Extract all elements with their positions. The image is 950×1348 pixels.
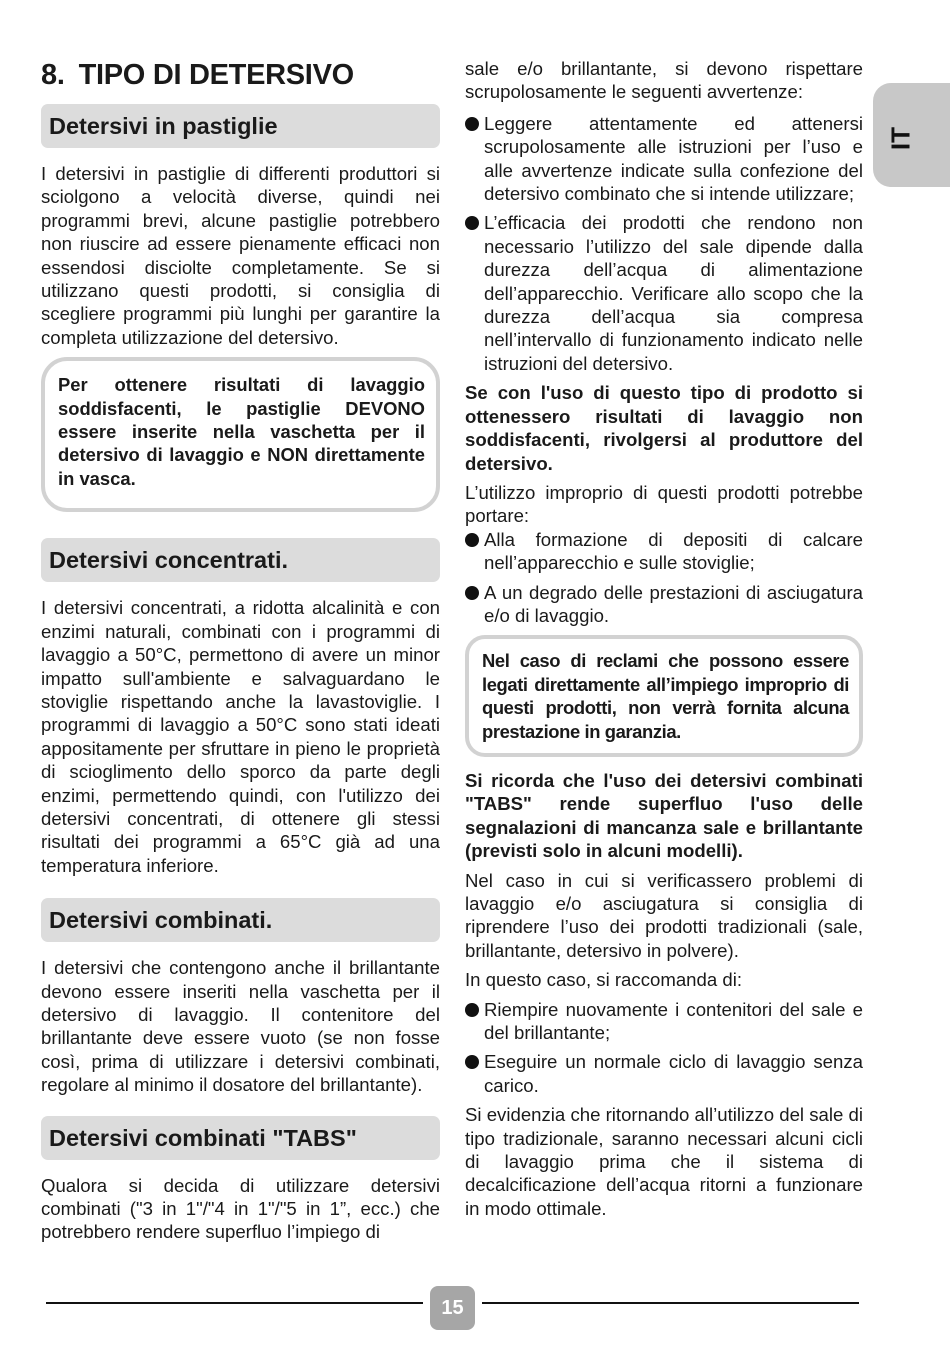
list-item: L’efficacia dei prodotti che rendono non necessario l’utilizzo del sale dipende dalla durezza dell’acqua di alimentazione dell’apparecchio. Verificare allo scopo che la durezza dell’acqua sia compresa nell’intervallo di funzionamento indicato nelle istruzioni del detersivo.: [465, 211, 863, 375]
list-item: Alla formazione di depositi di calcare nell’apparecchio e sulle stoviglie;: [465, 528, 863, 575]
page-number: 15: [430, 1286, 475, 1330]
warnings-list: [465, 112, 863, 375]
paragraph-closing: Si evidenzia che ritornando all’utilizzo del sale di tipo tradizionale, saranno necessari alcuni cicli di lavaggio prima che il sistema di decalcificazione dell’acqua ritorni a funzionare in modo ottimale.: [465, 1104, 863, 1219]
heading-combinati: Detersivi combinati.: [41, 898, 440, 942]
paragraph-concentrati: I detersivi concentrati, a ridotta alcalinità e con enzimi naturali, combinati con i programmi di lavaggio a 50°C, permettono di avere un minor impatto sull'ambiente e salvaguardano le stoviglie rispettando anche la lavastoviglie. I programmi di lavaggio a 50°C sono stati ideati appositamente per sfruttare in pieno le proprietà di scioglimento dello sporco da parte degli enzimi, permettendo quindi, con l'utilizzo dei detersivi concentrati, di ottenere gli stessi risultati dei programmi a 65°C già ad una temperatura inferiore.: [41, 597, 440, 876]
paragraph-producer-warning: Se con l'uso di questo tipo di prodotto si ottenessero risultati di lavaggio non soddisfacenti, rivolgersi al produttore del detersivo.: [465, 382, 863, 474]
language-label: IT: [885, 126, 916, 151]
note-warranty: [465, 635, 863, 757]
paragraph-tabs-reminder: Si ricorda che l'uso dei detersivi combinati "TABS" rende superfluo l'uso delle segnalazioni di mancanza sale e brillantante (previsti solo in alcuni modelli).: [465, 769, 863, 862]
misuse-list: [465, 528, 863, 628]
paragraph-tabs: Qualora si decida di utilizzare detersivi combinati ("3 in 1"/"4 in 1"/"5 in 1”, ecc.) che potrebbero rendere superfluo l’impiego di: [41, 1174, 440, 1243]
paragraph-combinati: I detersivi che contengono anche il brillantante devono essere inseriti nella vaschetta per il detersivo di lavaggio. Il contenitore del brillantante deve essere vuoto (se non fosse così, prima di utilizzare i detersivi combinati, regolare al minimo il dosatore del brillantante).: [41, 957, 440, 1096]
heading-pastiglie: Detersivi in pastiglie: [41, 104, 440, 148]
list-item: Eseguire un normale ciclo di lavaggio senza carico.: [465, 1050, 863, 1097]
paragraph-intro: sale e/o brillantante, si devono rispettare scrupolosamente le seguenti avvertenze:: [465, 58, 863, 103]
left-column: [41, 56, 440, 1244]
right-column: [465, 57, 863, 1220]
note-pastiglie: [41, 357, 440, 512]
section-title: [41, 56, 440, 94]
paragraph-problems: Nel caso in cui si verificassero problemi di lavaggio e/o asciugatura si consiglia di riprendere l’uso dei prodotti tradizionali (sale, brillantante, detersivo in polvere).: [465, 869, 863, 961]
paragraph-recommend-intro: In questo caso, si raccomanda di:: [465, 969, 742, 991]
paragraph-pastiglie: I detersivi in pastiglie di differenti produttori si sciolgono a velocità diverse, quindi nei programmi brevi, alcune pastiglie potrebbero non riuscire ad essere pienamente efficaci non essendosi disciolte completamente. Se si utilizzano questi prodotti, si consiglia di scegliere programmi più lunghi per garantire la completa utilizzazione del detersivo.: [41, 163, 440, 348]
list-item: A un degrado delle prestazioni di asciugatura e/o di lavaggio.: [465, 581, 863, 628]
heading-tabs: Detersivi combinati "TABS": [41, 1116, 440, 1160]
footer-divider-left: [46, 1302, 423, 1304]
list-item: Riempire nuovamente i contenitori del sale e del brillantante;: [465, 998, 863, 1045]
language-tab: [873, 83, 950, 187]
note-pastiglie-text: Per ottenere risultati di lavaggio soddisfacenti, le pastiglie DEVONO essere inserite nella vaschetta per il detersivo di lavaggio e NON direttamente in vasca.: [58, 374, 425, 489]
footer-divider-right: [482, 1302, 859, 1304]
section-title-text: TIPO DI DETERSIVO: [78, 59, 354, 91]
section-number: 8.: [41, 59, 65, 91]
note-warranty-text: Nel caso di reclami che possono essere legati direttamente all’impiego improprio di questi prodotti, non verrà fornita alcuna prestazione in garanzia.: [482, 650, 849, 742]
list-item: Leggere attentamente ed attenersi scrupolosamente alle istruzioni per l’uso e alle avvertenze indicate sulla confezione del detersivo combinato che si intende utilizzare;: [465, 112, 863, 206]
paragraph-misuse-intro: L’utilizzo improprio di questi prodotti potrebbe portare:: [465, 481, 863, 527]
recommendations-list: [465, 998, 863, 1098]
heading-concentrati: Detersivi concentrati.: [41, 538, 440, 582]
